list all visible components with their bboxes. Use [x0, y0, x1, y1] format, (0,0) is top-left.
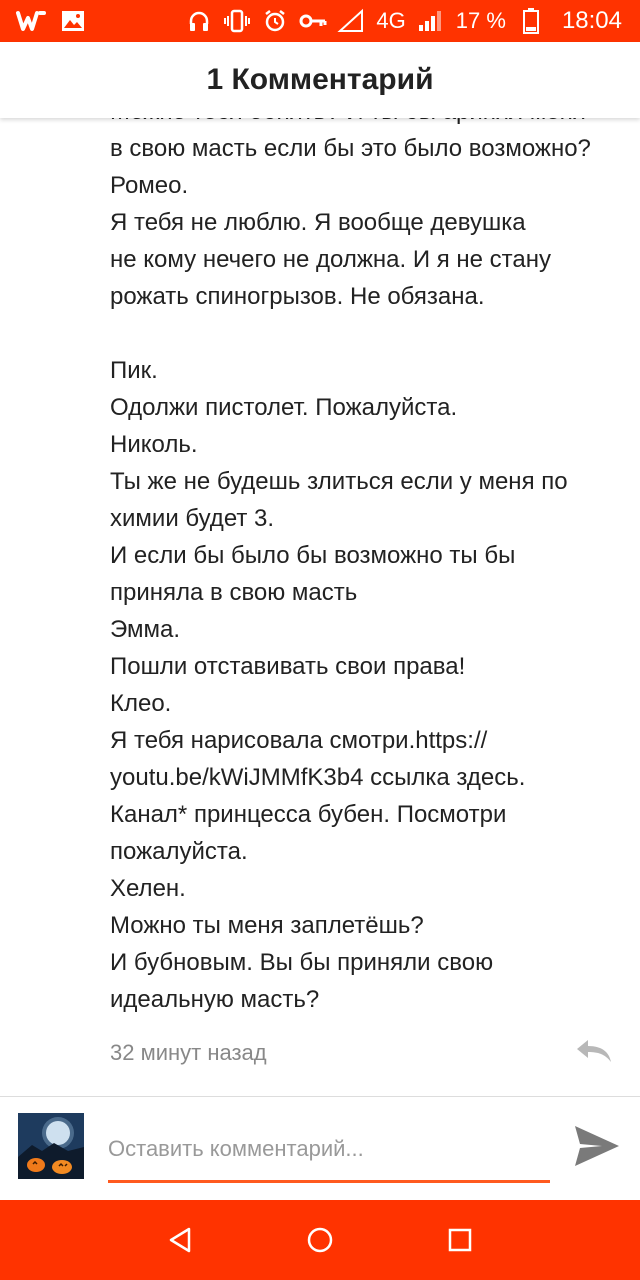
image-icon	[60, 8, 86, 34]
battery-icon	[518, 8, 544, 34]
comment-line	[110, 315, 620, 352]
alarm-icon	[262, 8, 288, 34]
cell-bars-icon	[418, 8, 444, 34]
comment-line: Пошли отставивать свои права!	[110, 653, 466, 680]
network-type: 4G	[376, 8, 406, 33]
send-icon	[572, 1121, 622, 1171]
comment-line: Эмма.	[110, 616, 180, 643]
comment-text	[110, 93, 620, 1018]
home-icon	[305, 1225, 335, 1255]
send-button[interactable]	[572, 1121, 622, 1171]
comment-line: рожать спиногрызов. Не обязана.	[110, 283, 485, 310]
comment-line: химии будет 3.	[110, 505, 275, 532]
vibrate-icon	[224, 8, 250, 34]
comment-line: Ромео.	[110, 172, 189, 199]
comment-input-bar	[0, 1097, 640, 1200]
comment-line: Клео.	[110, 690, 172, 717]
comment-line: Я тебя не люблю. Я вообще девушка	[110, 209, 526, 236]
nav-back-button[interactable]	[160, 1220, 200, 1260]
comment-line: Можно ты меня заплетёшь?	[110, 912, 424, 939]
comment-line: пожалуйста.	[110, 838, 248, 865]
nav-recents-button[interactable]	[440, 1220, 480, 1260]
comment-line: И если бы было бы возможно ты бы	[110, 542, 516, 569]
comment-line: Николь.	[110, 431, 198, 458]
page-title: 1 Комментарий	[206, 63, 434, 96]
status-bar	[0, 0, 640, 42]
comment-line: Ты же не будешь злиться если у меня по	[110, 468, 568, 495]
comment-line: youtu.be/kWiJMMfK3b4 ссылка здесь.	[110, 764, 526, 791]
nav-home-button[interactable]	[300, 1220, 340, 1260]
status-left	[18, 8, 86, 34]
clock: 18:04	[561, 7, 622, 34]
comment-line: не кому нечего не должна. И я не стану	[110, 246, 551, 273]
wattpad-icon	[18, 8, 44, 34]
recents-icon	[447, 1227, 473, 1253]
navigation-bar	[0, 1200, 640, 1280]
comment-line: идеальную масть?	[110, 986, 320, 1013]
comment-line: Пик.	[110, 357, 158, 384]
comment-input[interactable]	[108, 1125, 550, 1183]
headphones-icon	[186, 8, 212, 34]
comment-timestamp: 32 минут назад	[110, 1040, 267, 1065]
battery-level: 17 %	[455, 8, 506, 33]
comment-line: в свою масть если бы это было возможно?	[110, 135, 591, 162]
key-icon	[300, 8, 326, 34]
comment-line: Одолжи пистолет. Пожалуйста.	[110, 394, 458, 421]
avatar[interactable]	[18, 1113, 84, 1179]
status-right	[186, 7, 622, 35]
comment-line: Канал* принцесса бубен. Посмотри	[110, 801, 507, 828]
header	[0, 42, 640, 118]
avatar-image-icon	[18, 1113, 84, 1179]
back-icon	[167, 1226, 193, 1254]
comment-line: И бубновым. Вы бы приняли свою	[110, 949, 494, 976]
comment-line: приняла в свою масть	[110, 579, 358, 606]
reply-button[interactable]	[574, 1036, 614, 1066]
reply-icon	[574, 1036, 614, 1066]
comment-line: Я тебя нарисовала смотри.https://	[110, 727, 488, 754]
comment-area[interactable]	[0, 118, 640, 1096]
signal-icon	[338, 8, 364, 34]
comment-line: Хелен.	[110, 875, 186, 902]
